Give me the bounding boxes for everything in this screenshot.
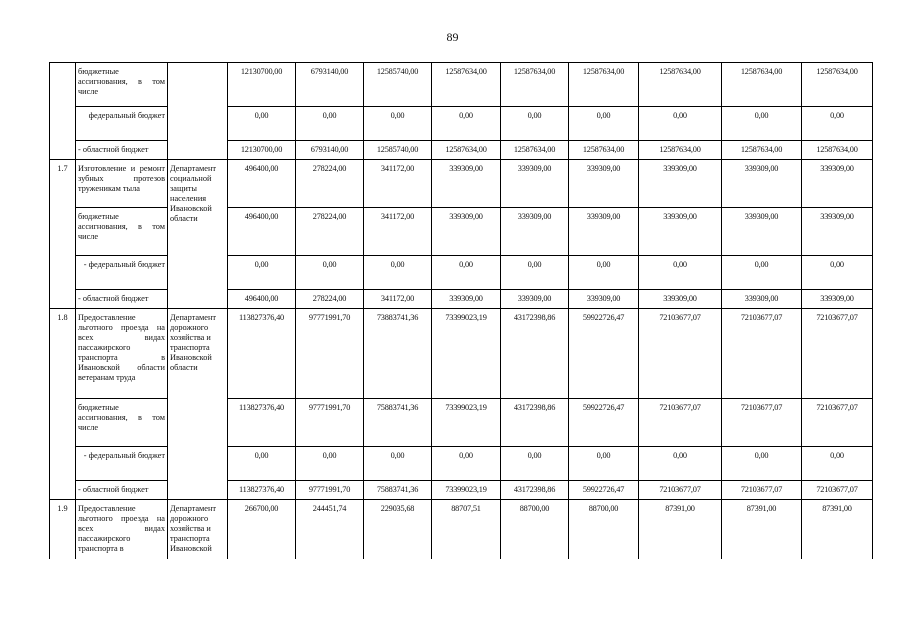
amount-cell: 75883741,36 (364, 481, 432, 500)
amount-cell: 0,00 (501, 107, 569, 141)
amount-cell: 72103677,07 (639, 399, 722, 447)
amount-cell: 43172398,86 (501, 399, 569, 447)
amount-cell: 12587634,00 (639, 63, 722, 107)
amount-cell: 87391,00 (722, 500, 802, 559)
amount-cell: 278224,00 (296, 208, 364, 256)
table-row (50, 500, 873, 559)
amount-cell: 12587634,00 (432, 141, 501, 160)
amount-cell: 0,00 (228, 447, 296, 481)
amount-cell: 339309,00 (501, 208, 569, 256)
amount-cell: 88707,51 (432, 500, 501, 559)
amount-cell: 0,00 (228, 256, 296, 290)
row-label: Предоставление льготного проезда на всех видах пассажирского транспорта в (76, 500, 168, 559)
row-number (50, 63, 76, 160)
amount-cell: 278224,00 (296, 290, 364, 309)
amount-cell: 0,00 (432, 107, 501, 141)
row-label: - областной бюджет (76, 290, 168, 309)
amount-cell: 0,00 (364, 107, 432, 141)
table-row (50, 63, 873, 107)
row-number: 1.7 (50, 160, 76, 309)
amount-cell: 113827376,40 (228, 481, 296, 500)
amount-cell: 0,00 (722, 107, 802, 141)
amount-cell: 339309,00 (569, 160, 639, 208)
amount-cell: 341172,00 (364, 290, 432, 309)
row-label: федеральный бюджет (76, 107, 168, 141)
amount-cell: 97771991,70 (296, 399, 364, 447)
amount-cell: 12587634,00 (722, 141, 802, 160)
row-label: - федеральный бюджет (76, 447, 168, 481)
amount-cell: 72103677,07 (802, 309, 873, 399)
amount-cell: 73399023,19 (432, 481, 501, 500)
amount-cell: 75883741,36 (364, 399, 432, 447)
amount-cell: 87391,00 (802, 500, 873, 559)
row-label: - областной бюджет (76, 481, 168, 500)
row-label: - федеральный бюджет (76, 256, 168, 290)
amount-cell: 97771991,70 (296, 309, 364, 399)
amount-cell: 0,00 (296, 107, 364, 141)
amount-cell: 0,00 (296, 256, 364, 290)
amount-cell: 0,00 (364, 256, 432, 290)
amount-cell: 12587634,00 (722, 63, 802, 107)
amount-cell: 0,00 (639, 447, 722, 481)
amount-cell: 88700,00 (501, 500, 569, 559)
amount-cell: 0,00 (501, 256, 569, 290)
amount-cell: 12587634,00 (802, 63, 873, 107)
amount-cell: 339309,00 (432, 290, 501, 309)
row-number: 1.9 (50, 500, 76, 559)
amount-cell: 59922726,47 (569, 309, 639, 399)
amount-cell: 339309,00 (432, 208, 501, 256)
responsible-executor: Департамент дорожного хозяйства и транспорта Ивановской области (168, 309, 228, 500)
amount-cell: 339309,00 (569, 208, 639, 256)
amount-cell: 43172398,86 (501, 481, 569, 500)
amount-cell: 0,00 (501, 447, 569, 481)
amount-cell: 0,00 (569, 107, 639, 141)
amount-cell: 339309,00 (722, 208, 802, 256)
amount-cell: 0,00 (639, 256, 722, 290)
amount-cell: 12130700,00 (228, 63, 296, 107)
row-label: - областной бюджет (76, 141, 168, 160)
amount-cell: 339309,00 (569, 290, 639, 309)
amount-cell: 12585740,00 (364, 63, 432, 107)
amount-cell: 43172398,86 (501, 309, 569, 399)
amount-cell: 12587634,00 (432, 63, 501, 107)
table-row (50, 160, 873, 208)
amount-cell: 72103677,07 (722, 309, 802, 399)
row-label: бюджетные ассигнования, в том числе (76, 399, 168, 447)
amount-cell: 12585740,00 (364, 141, 432, 160)
amount-cell: 72103677,07 (802, 399, 873, 447)
amount-cell: 0,00 (432, 447, 501, 481)
amount-cell: 339309,00 (722, 160, 802, 208)
amount-cell: 73883741,36 (364, 309, 432, 399)
amount-cell: 496400,00 (228, 208, 296, 256)
amount-cell: 59922726,47 (569, 399, 639, 447)
responsible-executor: Департамент социальной защиты населения Ивановской области (168, 160, 228, 309)
amount-cell: 244451,74 (296, 500, 364, 559)
amount-cell: 12587634,00 (501, 63, 569, 107)
amount-cell: 339309,00 (432, 160, 501, 208)
amount-cell: 339309,00 (802, 208, 873, 256)
amount-cell: 0,00 (228, 107, 296, 141)
amount-cell: 6793140,00 (296, 63, 364, 107)
amount-cell: 72103677,07 (802, 481, 873, 500)
amount-cell: 72103677,07 (722, 399, 802, 447)
table-row (50, 309, 873, 399)
amount-cell: 113827376,40 (228, 309, 296, 399)
amount-cell: 339309,00 (639, 290, 722, 309)
row-label: Предоставление льготного проезда на всех видах пассажирского транспорта в Ивановской области ветеранам труда (76, 309, 168, 399)
amount-cell: 59922726,47 (569, 481, 639, 500)
amount-cell: 6793140,00 (296, 141, 364, 160)
amount-cell: 496400,00 (228, 290, 296, 309)
page-number: 89 (446, 30, 459, 44)
amount-cell: 0,00 (802, 256, 873, 290)
amount-cell: 12587634,00 (639, 141, 722, 160)
amount-cell: 73399023,19 (432, 309, 501, 399)
amount-cell: 72103677,07 (639, 309, 722, 399)
amount-cell: 339309,00 (722, 290, 802, 309)
amount-cell: 229035,68 (364, 500, 432, 559)
amount-cell: 12587634,00 (501, 141, 569, 160)
amount-cell: 339309,00 (639, 208, 722, 256)
amount-cell: 0,00 (722, 447, 802, 481)
amount-cell: 278224,00 (296, 160, 364, 208)
amount-cell: 0,00 (639, 107, 722, 141)
amount-cell: 12587634,00 (569, 63, 639, 107)
amount-cell: 339309,00 (501, 290, 569, 309)
budget-table (49, 62, 873, 559)
amount-cell: 341172,00 (364, 160, 432, 208)
row-number: 1.8 (50, 309, 76, 500)
amount-cell: 0,00 (296, 447, 364, 481)
amount-cell: 12130700,00 (228, 141, 296, 160)
amount-cell: 87391,00 (639, 500, 722, 559)
amount-cell: 12587634,00 (569, 141, 639, 160)
amount-cell: 339309,00 (639, 160, 722, 208)
amount-cell: 0,00 (802, 107, 873, 141)
amount-cell: 0,00 (722, 256, 802, 290)
amount-cell: 496400,00 (228, 160, 296, 208)
amount-cell: 113827376,40 (228, 399, 296, 447)
responsible-executor (168, 63, 228, 160)
amount-cell: 73399023,19 (432, 399, 501, 447)
row-label: бюджетные ассигнования, в том числе (76, 63, 168, 107)
amount-cell: 12587634,00 (802, 141, 873, 160)
row-label: Изготовление и ремонт зубных протезов труженикам тыла (76, 160, 168, 208)
amount-cell: 266700,00 (228, 500, 296, 559)
amount-cell: 0,00 (569, 256, 639, 290)
amount-cell: 72103677,07 (639, 481, 722, 500)
amount-cell: 72103677,07 (722, 481, 802, 500)
amount-cell: 0,00 (364, 447, 432, 481)
amount-cell: 97771991,70 (296, 481, 364, 500)
row-label: бюджетные ассигнования, в том числе (76, 208, 168, 256)
amount-cell: 0,00 (802, 447, 873, 481)
amount-cell: 0,00 (569, 447, 639, 481)
amount-cell: 88700,00 (569, 500, 639, 559)
responsible-executor: Департамент дорожного хозяйства и транспорта Ивановской (168, 500, 228, 559)
amount-cell: 339309,00 (501, 160, 569, 208)
amount-cell: 0,00 (432, 256, 501, 290)
amount-cell: 339309,00 (802, 160, 873, 208)
amount-cell: 339309,00 (802, 290, 873, 309)
amount-cell: 341172,00 (364, 208, 432, 256)
